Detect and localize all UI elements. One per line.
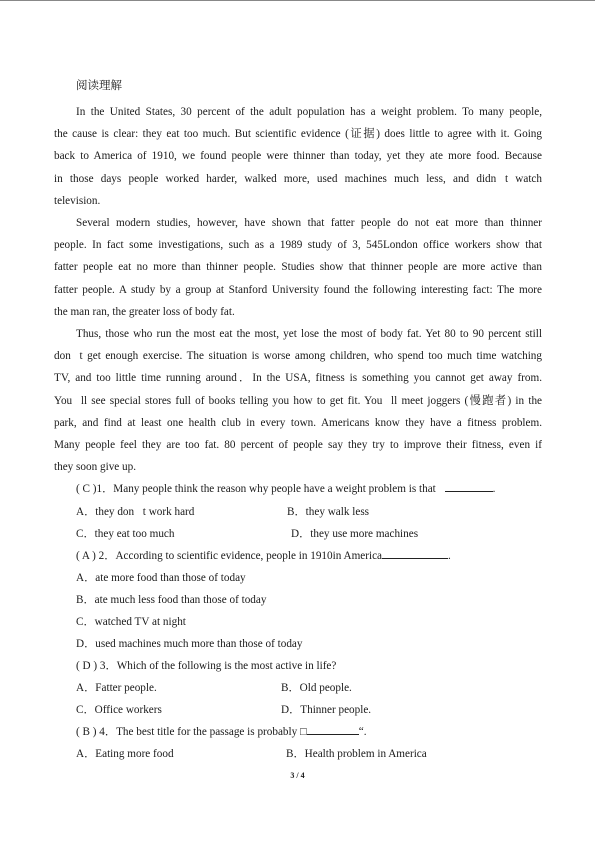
document-page [54, 79, 542, 765]
text-line: the cause is clear: they eat too much. But scientific evidence (证据) does little to agree with it. Going [54, 128, 542, 141]
text-line: don t get enough exercise. The situation is worse among children, who spend too much time watching [54, 350, 542, 363]
option-a: A．Fatter people. [76, 682, 157, 695]
question-end: . [492, 483, 496, 496]
option-b: B．ate much less food than those of today [76, 593, 267, 606]
options-row [54, 677, 542, 699]
option-b: B．they walk less [287, 505, 370, 518]
text-line: in those days people worked harder, walked more, used machines much less, and didn t watch [54, 172, 542, 185]
option-b: B．Old people. [281, 682, 352, 695]
option-d: D．they use more machines [291, 527, 419, 540]
option-d: D．used machines much more than those of today [76, 637, 303, 650]
option-a: A．they don t work hard [76, 505, 195, 518]
text-line: the man ran, the greater loss of body fat. [54, 305, 235, 318]
text-line: Many people feel they are too fat. 80 percent of people say they try to improve their fitness, even if [54, 439, 542, 452]
top-rule [0, 0, 595, 1]
question-end: “. [358, 726, 367, 739]
question-stem: ( A ) 2．According to scientific evidence, people in 1910in America [76, 549, 383, 562]
text-line: park, and find at least one health club in every town. Americans know they have a fitness problem. [54, 416, 542, 429]
options-row [54, 523, 542, 545]
question-2 [54, 545, 542, 567]
option-a: A．Eating more food [76, 748, 174, 761]
text-line: fatter people. A study by a group at Stanford University found the following interesting fact: The more [54, 283, 542, 296]
text-line: TV, and too little time running around．In the USA, fitness is something you cannot get away from. [54, 372, 542, 385]
option-a: A．ate more food than those of today [76, 571, 246, 584]
text-line: people. In fact some investigations, such as a 1989 study of 3, 545London office workers show that [54, 239, 542, 252]
question-stem: ( C )1．Many people think the reason why people have a weight problem is that [76, 483, 436, 496]
question-4 [54, 721, 542, 743]
question-end: . [448, 549, 451, 562]
passage-paragraph-1 [54, 101, 542, 212]
text-line: You ll see special stores full of books telling you how to get fit. You ll meet joggers (慢跑者) in the [54, 394, 542, 407]
option-c: C．Office workers [76, 704, 162, 717]
answer-blank [307, 722, 359, 735]
text-line: they soon give up. [54, 461, 137, 474]
text-line: Thus, those who run the most eat the most, yet lose the most of body fat. Yet 80 to 90 percent still [76, 328, 542, 341]
options-row [54, 743, 542, 765]
text-line: Several modern studies, however, have shown that fatter people do not eat more than thinner [76, 217, 542, 230]
option-c: C．they eat too much [76, 527, 175, 540]
answer-blank [382, 546, 448, 559]
question-stem: ( B ) 4．The best title for the passage is probably □ [76, 726, 307, 739]
passage-paragraph-2 [54, 212, 542, 323]
answer-blank [445, 479, 493, 492]
text-line: television. [54, 194, 101, 207]
question-1 [54, 478, 542, 500]
option-c: C．watched TV at night [76, 615, 186, 628]
text-line: fatter people eat no more than thinner people. Studies show that thinner people are more active than [54, 261, 542, 274]
option-b: B．Health problem in America [286, 748, 427, 761]
text-line: In the United States, 30 percent of the adult population has a weight problem. To many people, [76, 106, 542, 118]
page-number: 3 / 4 [290, 771, 305, 780]
passage-paragraph-3 [54, 323, 542, 478]
options-row [54, 699, 542, 721]
text-line: back to America of 1910, we found people were thinner than today, yet they ate more food. Because [54, 150, 542, 163]
options-row [54, 501, 542, 523]
question-3: ( D ) 3．Which of the following is the most active in life? [76, 659, 337, 672]
option-d: D．Thinner people. [281, 704, 372, 717]
section-heading: 阅读理解 [76, 80, 122, 92]
